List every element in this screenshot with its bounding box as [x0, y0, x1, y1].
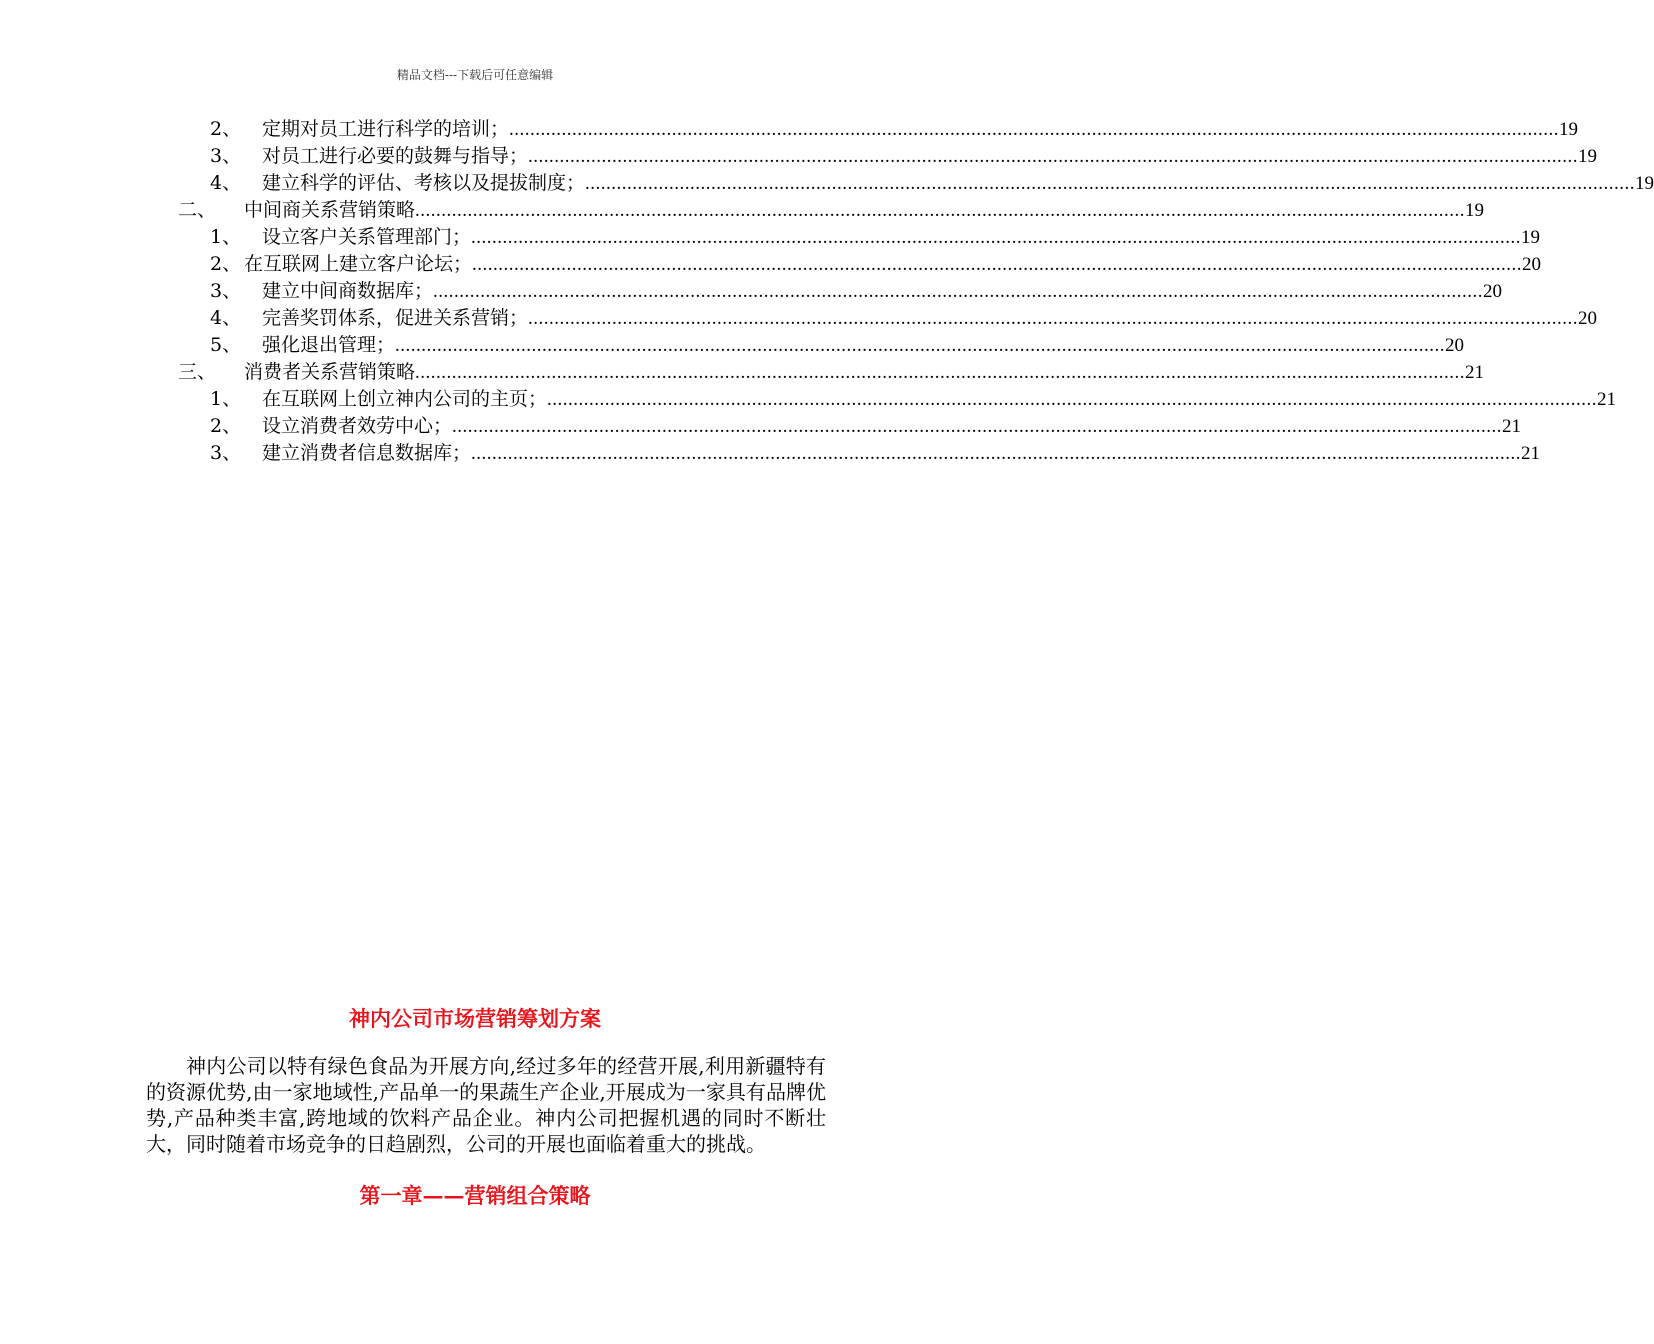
toc-entry[interactable] — [210, 251, 1542, 278]
intro-paragraph: 神内公司以特有绿色食品为开展方向,经过多年的经营开展,利用新疆特有的资源优势,由一家地域性,产品单一的果蔬生产企业,开展成为一家具有品牌优势,产品种类丰富,跨地域的饮料产品企业。神内公司把握机遇的同时不断壮大，同时随着市场竞争的日趋剧烈，公司的开展也面临着重大的挑战。 — [146, 1054, 826, 1156]
toc-entry-title: 建立中间商数据库； — [262, 280, 434, 302]
toc-entry-title: 在互联网上建立客户论坛； — [244, 253, 473, 275]
toc-entry-page: 20 — [1522, 254, 1542, 275]
toc-entry-number: 5、 — [210, 334, 242, 356]
toc-dot-leader: ........................................................................................................................................................................................................ — [471, 443, 1522, 464]
toc-entry-title: 消费者关系营销策略 — [244, 361, 416, 383]
toc-entry[interactable] — [210, 332, 1465, 359]
toc-entry-page: 21 — [1521, 443, 1541, 464]
toc-entry-number: 二、 — [178, 199, 217, 221]
document-title: 神内公司市场营销筹划方案 — [349, 1006, 601, 1031]
toc-entry-number: 3、 — [210, 442, 242, 464]
toc-dot-leader: ........................................................................................................................................................................................................ — [415, 362, 1466, 383]
toc-entry-number: 3、 — [210, 280, 242, 302]
toc-entry-page: 19 — [1521, 227, 1541, 248]
chapter-title: 第一章——营销组合策略 — [359, 1183, 591, 1208]
toc-entry-title: 建立消费者信息数据库； — [262, 442, 472, 464]
toc-entry-title: 设立客户关系管理部门； — [262, 226, 472, 248]
toc-entry[interactable] — [210, 386, 1617, 413]
toc-entry[interactable] — [210, 413, 1522, 440]
toc-entry[interactable] — [210, 170, 1654, 197]
toc-entry-title: 对员工进行必要的鼓舞与指导； — [262, 145, 529, 167]
toc-dot-leader: ........................................................................................................................................................................................................ — [528, 308, 1579, 329]
toc-entry-number: 2、 — [210, 118, 242, 140]
toc-entry-title: 强化退出管理； — [262, 334, 396, 356]
toc-dot-leader: ........................................................................................................................................................................................................ — [547, 389, 1598, 410]
toc-entry[interactable] — [210, 143, 1598, 170]
toc-entry-page: 19 — [1635, 173, 1654, 194]
toc-entry-page: 19 — [1465, 200, 1485, 221]
toc-dot-leader: ........................................................................................................................................................................................................ — [452, 416, 1503, 437]
toc-dot-leader: ........................................................................................................................................................................................................ — [509, 119, 1560, 140]
toc-entry-number: 2、 — [210, 415, 242, 437]
toc-entry-page: 20 — [1483, 281, 1503, 302]
toc-entry-title: 在互联网上创立神内公司的主页； — [262, 388, 548, 410]
toc-entry-title: 设立消费者效劳中心； — [262, 415, 453, 437]
toc-entry-number: 2、 — [210, 253, 242, 275]
toc-entry-number: 4、 — [210, 172, 242, 194]
toc-entry[interactable] — [178, 197, 1485, 224]
toc-entry[interactable] — [210, 278, 1503, 305]
toc-entry-number: 三、 — [178, 361, 217, 383]
toc-dot-leader: ........................................................................................................................................................................................................ — [585, 173, 1636, 194]
toc-entry-title: 完善奖罚体系，促进关系营销； — [262, 307, 529, 329]
toc-dot-leader: ........................................................................................................................................................................................................ — [472, 254, 1523, 275]
toc-entry-number: 1、 — [210, 388, 242, 410]
toc-entry[interactable] — [178, 359, 1485, 386]
toc-dot-leader: ........................................................................................................................................................................................................ — [415, 200, 1466, 221]
toc-entry[interactable] — [210, 305, 1598, 332]
toc-dot-leader: ........................................................................................................................................................................................................ — [528, 146, 1579, 167]
toc-entry[interactable] — [210, 224, 1541, 251]
toc-dot-leader: ........................................................................................................................................................................................................ — [471, 227, 1522, 248]
toc-entry-title: 定期对员工进行科学的培训； — [262, 118, 510, 140]
toc-entry[interactable] — [210, 440, 1541, 467]
toc-entry-page: 19 — [1559, 119, 1579, 140]
toc-entry-page: 20 — [1445, 335, 1465, 356]
toc-entry-page: 20 — [1578, 308, 1598, 329]
page-header: 精品文档---下载后可任意编辑 — [396, 68, 554, 82]
toc-dot-leader: ........................................................................................................................................................................................................ — [433, 281, 1484, 302]
toc-entry[interactable] — [210, 116, 1579, 143]
toc-entry-page: 21 — [1597, 389, 1617, 410]
toc-entry-page: 21 — [1502, 416, 1522, 437]
toc-dot-leader: ........................................................................................................................................................................................................ — [395, 335, 1446, 356]
toc-entry-number: 3、 — [210, 145, 242, 167]
toc-entry-number: 4、 — [210, 307, 242, 329]
toc-entry-title: 中间商关系营销策略 — [244, 199, 416, 221]
toc-entry-page: 19 — [1578, 146, 1598, 167]
toc-entry-title: 建立科学的评估、考核以及提拔制度； — [262, 172, 586, 194]
toc-entry-number: 1、 — [210, 226, 242, 248]
toc-entry-page: 21 — [1465, 362, 1485, 383]
